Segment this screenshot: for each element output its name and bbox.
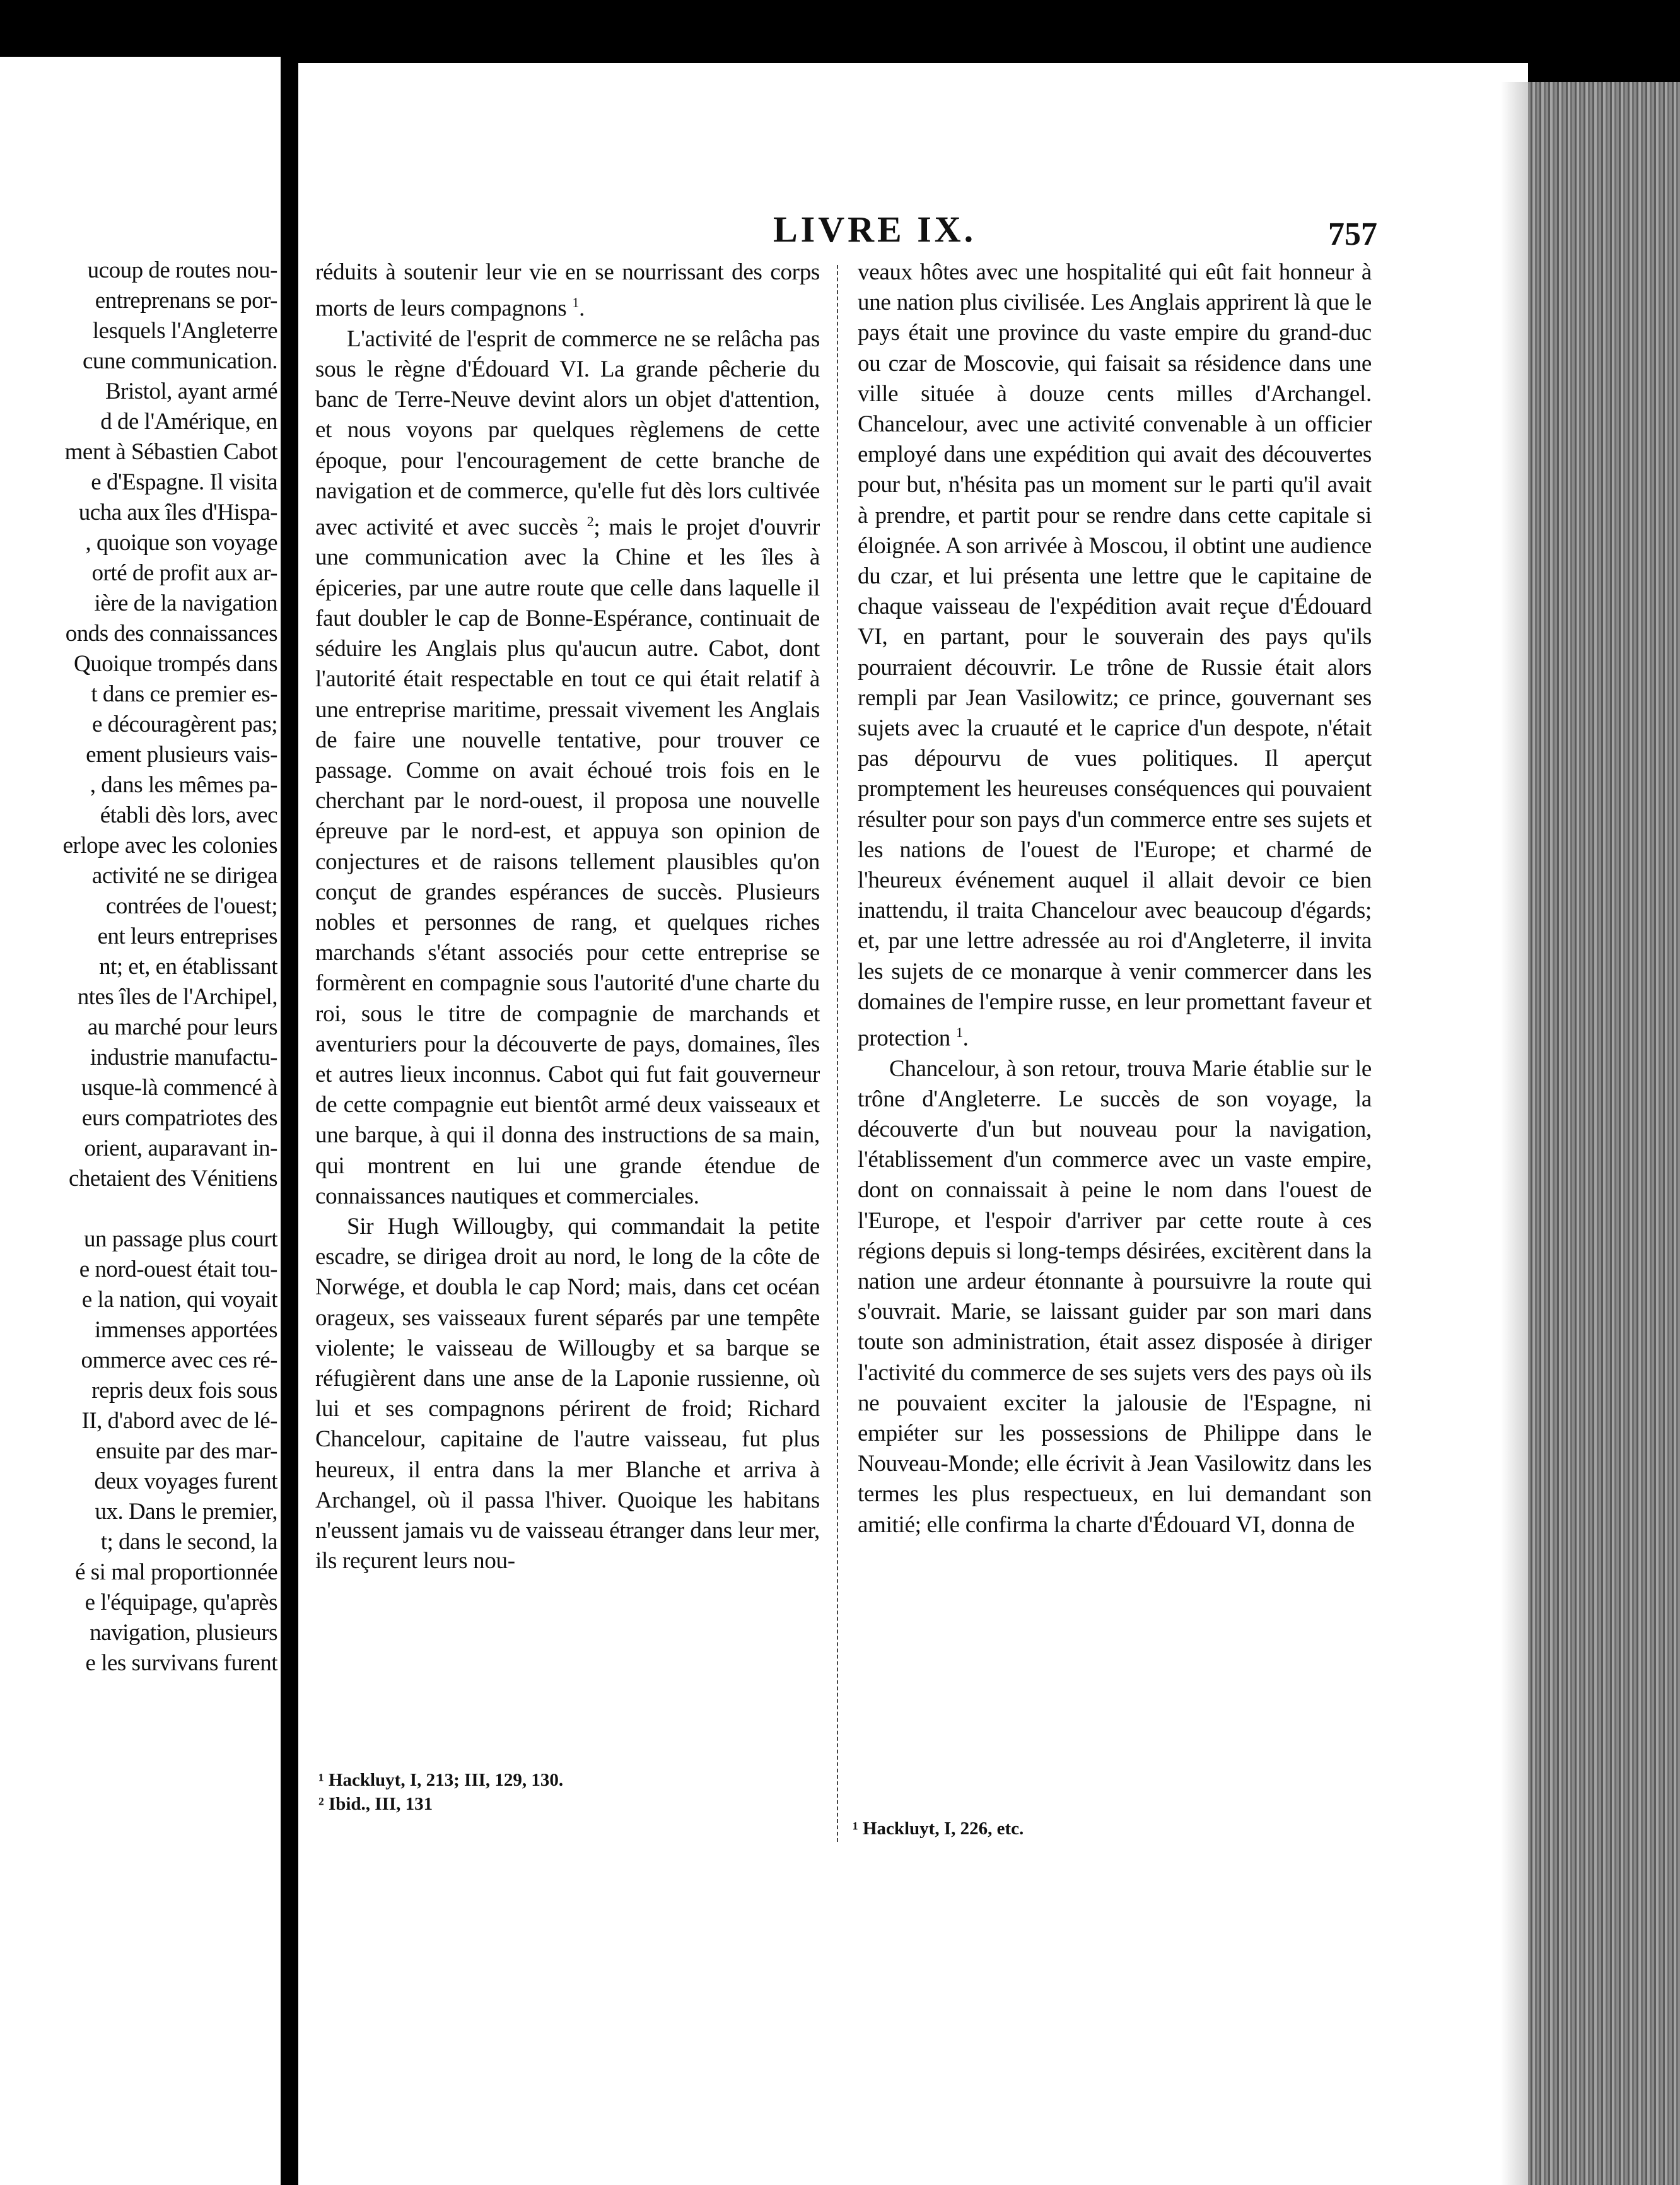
footnote: ¹ Hackluyt, I, 213; III, 129, 130. [318,1770,564,1790]
fragment-line: immenses apportées [95,1317,277,1343]
left-page-text-fragment [0,255,277,1678]
fragment-line: t dans ce premier es- [91,681,277,707]
text-column-left [315,257,820,1576]
fragment-line: ucoup de routes nou- [87,257,277,283]
paragraph: Sir Hugh Willougby, qui commandait la petite escadre, se dirigea droit au nord, le long de la côte de Norwége, et doubla le cap Nord; mais, dans cet océan orageux, ses vaisseaux furent séparés par une tempête violente; le vaisseau de Willougby et sa barque se réfugièrent dans une anse de la Laponie russienne, où lui et ses compagnons périrent de froid; Richard Chancelour, capitaine de l'autre vaisseau, fut plus heureux, il entra dans la mer Blanche et arriva à Archangel, où il passa l'hiver. Quoique les habitans n'eussent jamais vu de vaisseau étranger dans leur mer, ils reçurent leurs nou- [315,1213,820,1574]
fragment-line: ensuite par des mar- [95,1438,277,1464]
footnotes-left [318,1768,563,1816]
fragment-line [0,1194,277,1224]
fragment-line: ement plusieurs vais- [86,742,277,768]
page-gutter [281,57,298,2185]
fragment-line: ntes îles de l'Archipel, [77,984,277,1010]
fragment-line: deux voyages furent [94,1468,277,1494]
fragment-line: établi dès lors, avec [100,802,277,828]
fragment-line: , dans les mêmes pa- [90,772,277,798]
fragment-line: Bristol, ayant armé [105,378,277,404]
fragment-line: ommerce avec ces ré- [81,1347,277,1373]
fragment-line: eurs compatriotes des [81,1105,277,1131]
fragment-line: repris deux fois sous [91,1378,277,1403]
fragment-line: II, d'abord avec de lé- [81,1408,277,1434]
paragraph: L'activité de l'esprit de commerce ne se relâcha pas sous le règne d'Édouard VI. La grande pêcherie du banc de Terre-Neuve devint alors un objet d'attention, et nous voyons par quelques règlemens de cette époque, pour l'encouragement de cette branche de navigation et de commerce, qu'elle fut dès lors cultivée avec activité et avec succès $^2$; mais le projet d'ouvrir une communication avec la Chine et les îles à épiceries, par une autre route que celle dans laquelle il faut doubler le cap de Bonne-Espérance, continuait de séduire les Anglais plus qu'aucun autre. Cabot, dont l'autorité était respectable en tout ce qui était relatif à une entreprise maritime, pressait vivement les Anglais de faire une nouvelle tentative, pour trouver ce passage. Comme on avait échoué trois fois en le cherchant par le nord-ouest, il proposa une nouvelle épreuve par le nord-est, et appuya son opinion de conjectures et de raisons tellement plausibles qu'on conçut de grandes espérances de succès. Plusieurs nobles et personnes de rang, et quelques riches marchands s'étant associés pour cette entreprise se formèrent en compagnie sous l'autorité d'une charte du roi, sous le titre de compagnie de marchands et aventuriers pour la découverte de pays, domaines, îles et autres lieux inconnus. Cabot qui fut fait gouverneur de cette compagnie eut bientôt armé deux vaisseaux et une barque, à qui il donna des instructions de sa main, qui montrent en lui une grande étendue de connaissances nautiques et commerciales. [315,325,820,1209]
fragment-line: Quoique trompés dans [74,651,277,677]
page-edge-shadow [1501,82,1529,2185]
fragment-line: contrées de l'ouest; [105,893,277,919]
fragment-line: onds des connaissances [65,621,277,647]
running-header-title: LIVRE IX. [773,209,977,250]
fragment-line: lesquels l'Angleterre [92,318,277,344]
fragment-line: e nord-ouest était tou- [79,1257,277,1282]
footnote-ref: 1 [955,1024,963,1041]
fragment-line: ucha aux îles d'Hispa- [78,500,277,525]
paragraph: réduits à soutenir leur vie en se nourrissant des corps morts de leurs compagnons $^1$. [315,259,820,322]
fragment-line: usque-là commencé à [81,1075,277,1101]
fragment-line: orient, auparavant in- [84,1135,277,1161]
fragment-line: , quoique son voyage [85,530,277,556]
fragment-line: industrie manufactu- [90,1045,277,1070]
fragment-line: nt; et, en établissant [99,954,277,980]
fragment-line: erlope avec les colonies [62,833,277,858]
fragment-line: ière de la navigation [94,590,277,616]
fragment-line: orté de profit aux ar- [91,560,277,586]
footnote-ref: 1 [572,295,580,311]
fragment-line: e la nation, qui voyait [81,1287,277,1313]
left-page [0,57,281,2185]
fragment-line: entreprenans se por- [95,288,277,313]
fragment-line: activité ne se dirigea [91,863,277,889]
book-page-edges [1528,82,1680,2185]
fragment-line: navigation, plusieurs [90,1620,277,1646]
fragment-line: ent leurs entreprises [97,923,277,949]
paragraph: Chancelour, à son retour, trouva Marie établie sur le trône d'Angleterre. Le succès de son voyage, la découverte d'un but nouveau pour la navigation, l'établissement d'un commerce avec un vaste empire, dont on connaissait à peine le nom dans l'ouest de l'Europe, et l'espoir d'arriver par cette route à ces régions depuis si long-temps désirées, excitèrent dans la nation une ardeur étonnante à poursuivre la route qui s'ouvrait. Marie, se laissant guider par son mari dans toute son administration, était assez disposée à diriger l'activité du commerce de ses sujets vers des pays où ils ne pouvaient exciter la jalousie de l'Espagne, ni empiéter sur les possessions de Philippe dans le Nouveau-Monde; elle écrivit à Jean Vasilowitz dans les termes les plus respectueux, en lui demandant son amitié; elle confirma la charte d'Édouard VI, donna de [858,1055,1372,1538]
fragment-line: t; dans le second, la [100,1529,277,1555]
paragraph: veaux hôtes avec une hospitalité qui eût fait honneur à une nation plus civilisée. Les Anglais apprirent là que le pays était une province du vaste empire du grand-duc ou czar de Moscovie, qui faisait sa résidence dans une ville située à douze cents milles d'Archangel. Chancelour, avec une activité convenable à un officier employé dans une expédition qui avait des découvertes pour but, n'hésita pas un moment sur le parti qu'il avait à prendre, et partit pour se rendre dans cette capitale si éloignée. A son arrivée à Moscou, il obtint une audience du czar, et lui présenta une lettre que le capitaine de chaque vaisseau de l'expédition avait reçue d'Édouard VI, en partant, pour le souverain des pays qu'ils pourraient découvrir. Le trône de Russie était alors rempli par Jean Vasilowitz; ce prince, gouvernant ses sujets avec la cruauté et le caprice d'un despote, n'était pas dépourvu de vues politiques. Il aperçut promptement les heureuses conséquences qui pouvaient résulter pour son pays d'un commerce entre ses sujets et les nations de l'ouest de l'Europe; et charmé de l'heureux événement auquel il allait devoir ce bien inattendu, il traita Chancelour avec beaucoup d'égards; et, par une lettre adressée au roi d'Angleterre, il invita les sujets de ce monarque à venir commercer dans les domaines de l'empire russe, en leur promettant faveur et protection $^1$. [858,259,1372,1051]
footnote: ¹ Hackluyt, I, 226, etc. [853,1819,1024,1839]
footnote-ref: 2 [586,513,594,529]
fragment-line: un passage plus court [83,1226,277,1252]
fragment-line: ment à Sébastien Cabot [64,439,277,465]
fragment-line: e découragèrent pas; [91,712,277,737]
fragment-line: chetaient des Vénitiens [69,1166,277,1192]
fragment-line: e les survivans furent [85,1650,277,1676]
fragment-line: ux. Dans le premier, [95,1499,277,1525]
fragment-line: cune communication. [82,348,277,374]
fragment-line: au marché pour leurs [87,1014,277,1040]
fragment-line: d de l'Amérique, en [100,409,277,435]
page-number: 757 [1328,216,1377,252]
text-column-right [858,257,1372,1540]
fragment-line: e d'Espagne. Il visita [91,469,277,495]
fragment-line: é si mal proportionnée [75,1559,277,1585]
footnotes-right [853,1817,1024,1841]
fragment-line: e l'équipage, qu'après [85,1590,277,1615]
footnote: ² Ibid., III, 131 [318,1794,433,1814]
column-divider [837,265,838,1842]
